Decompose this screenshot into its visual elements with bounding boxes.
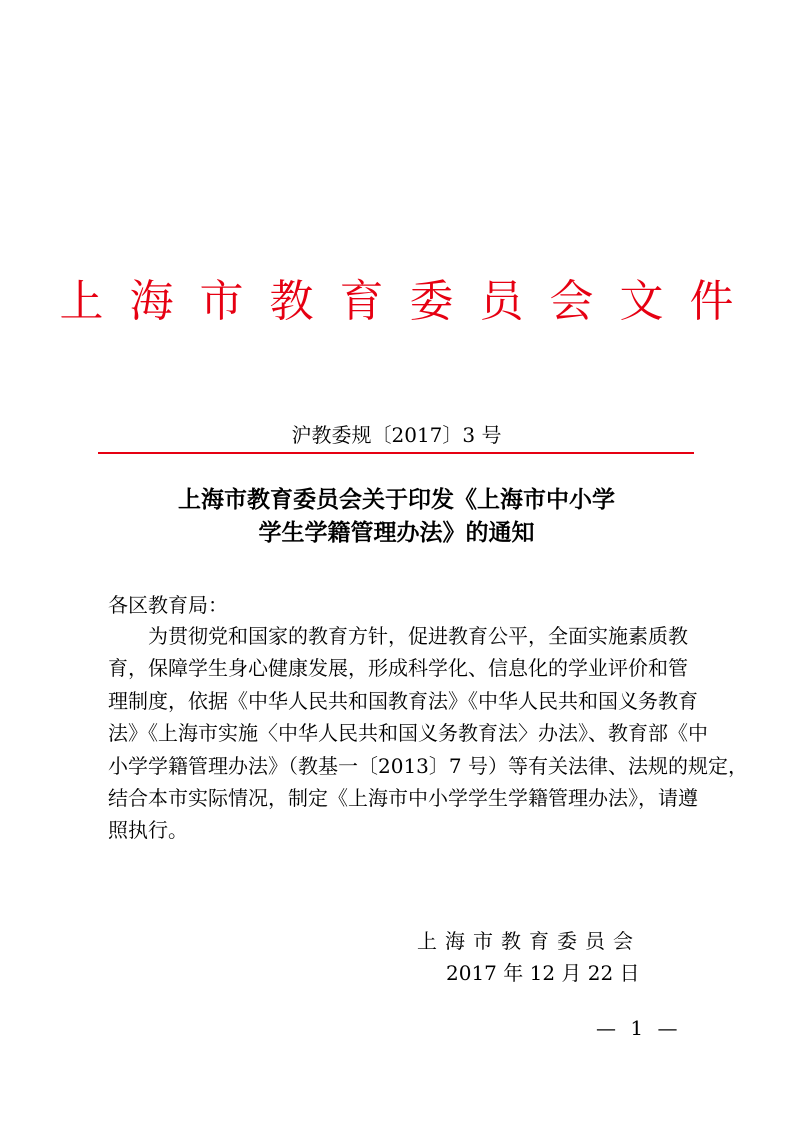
- body-line: 照执行。: [108, 818, 188, 843]
- document-number: 沪教委规〔2017〕3 号: [291, 423, 502, 447]
- body-line: 理制度，依据《中华人民共和国教育法》《中华人民共和国义务教育: [108, 688, 698, 713]
- body-line: 小学学籍管理办法》（教基一〔2013〕7 号）等有关法律、法规的规定，: [108, 753, 748, 778]
- signature-date: 2017 年 12 月 22 日: [446, 961, 640, 985]
- salutation: 各区教育局：: [108, 593, 228, 617]
- notice-title: [0, 484, 793, 550]
- body-line: 法》《上海市实施〈中华人民共和国义务教育法〉办法》、教育部《中: [108, 721, 708, 746]
- document-header-title: 上海市教育委员会文件: [59, 276, 760, 327]
- body-line: 结合本市实际情况，制定《上海市中小学学生学籍管理办法》，请遵: [108, 786, 698, 811]
- body-line: 为贯彻党和国家的教育方针，促进教育公平，全面实施素质教: [108, 624, 688, 648]
- page-number: — 1 —: [596, 1016, 682, 1040]
- red-separator-rule: [98, 452, 694, 454]
- notice-title-line: 学生学籍管理办法》的通知: [258, 520, 535, 546]
- body-paragraph: [108, 620, 748, 847]
- body-line: 育，保障学生身心健康发展，形成科学化、信息化的学业评价和管: [108, 656, 688, 681]
- notice-title-line: 上海市教育委员会关于印发《上海市中小学: [178, 487, 615, 513]
- signature-issuer: 上海市教育委员会: [417, 929, 641, 953]
